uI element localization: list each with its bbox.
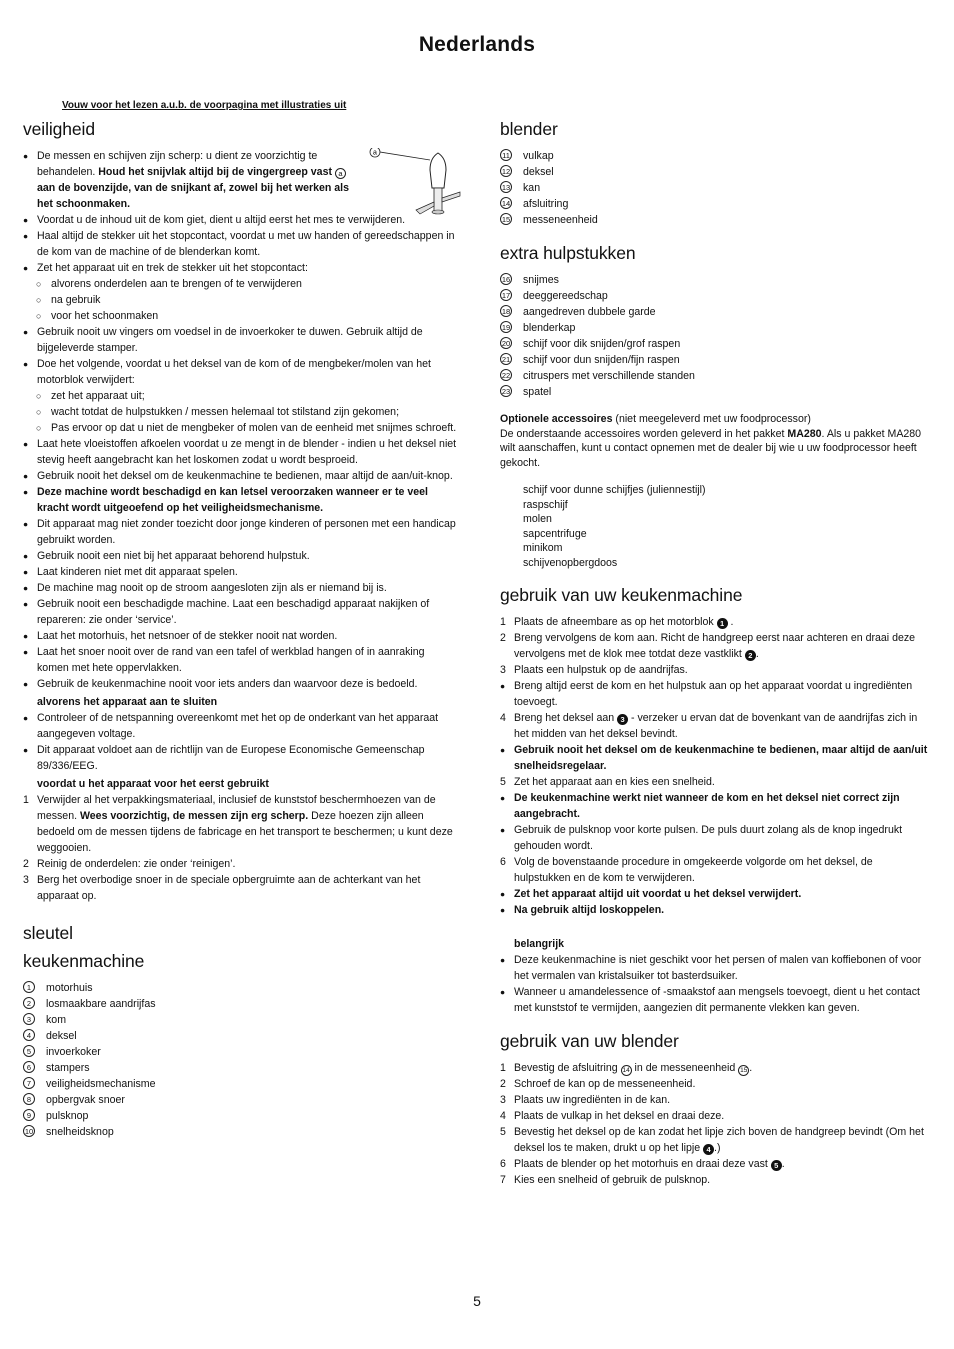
ref-5-icon: 5 [771, 1160, 782, 1171]
optional-item: schijvenopbergdoos [523, 556, 618, 569]
list-item: ● Na gebruik altijd loskoppelen. [500, 902, 932, 918]
sub-item: ○ voor het schoonmaken [23, 308, 457, 324]
number-circle-icon: 15 [501, 215, 511, 224]
legend-item: 11 vulkap [500, 148, 932, 164]
number-circle-icon: 16 [501, 275, 511, 284]
legend-item: 13 kan [501, 182, 541, 194]
number-circle-icon: 14 [501, 199, 511, 208]
number-circle-icon: 17 [501, 291, 511, 300]
legend-item: 18 aangedreven dubbele garde [501, 306, 656, 318]
legend-item: 2 losmaakbare aandrijfas [23, 996, 457, 1012]
list-item: ● Voordat u de inhoud uit de kom giet, dient u altijd eerst het mes te verwijderen. [23, 212, 457, 228]
legend-item: 23 spatel [501, 386, 552, 398]
list-item: 5 Bevestig het deksel op de kan zodat het lipje zich boven de handgreep bevindt (Om het deksel los te maken, drukt u op het lipje 4 .) [500, 1126, 924, 1154]
optional-list [500, 483, 932, 570]
list-item: 4 Breng het deksel aan 3 - verzeker u ervan dat de bovenkant van de aandrijfas zich in het midden van het deksel bevindt. [500, 712, 918, 740]
machine-heading: keukenmachine [23, 951, 145, 971]
list-item: ● Controleer of de netspanning overeenkomt met het op de onderkant van het apparaat aangegeven voltage. [23, 710, 457, 742]
legend-item: 21 schijf voor dun snijden/fijn raspen [501, 354, 680, 366]
number-circle-icon: 8 [23, 1093, 35, 1105]
blade-illustration [368, 148, 463, 218]
list-item: 1 Plaats de afneembare as op het motorblok 1 . [500, 616, 734, 628]
legend-item: 4 deksel [23, 1028, 457, 1044]
list-item: 2 Schroef de kan op de messeneenheid. [500, 1078, 696, 1090]
fold-out-notice: Vouw voor het lezen a.u.b. de voorpagina met illustraties uit [62, 100, 347, 111]
list-item: 4 Plaats de vulkap in het deksel en draai deze. [500, 1110, 725, 1122]
list-item: ● Laat het motorhuis, het netsnoer of de stekker nooit nat worden. [23, 628, 457, 644]
ref-3-icon: 3 [617, 714, 628, 725]
important-heading: belangrijk [514, 938, 565, 950]
ref-2-icon: 2 [745, 650, 756, 661]
list-item: ● Deze machine wordt beschadigd en kan letsel veroorzaken wanneer er te veel kracht wordt uitgeoefend op het veiligheidsmechanisme. [23, 484, 457, 516]
legend-item: 5 invoerkoker [23, 1044, 457, 1060]
list-item: ● De machine mag nooit op de stroom aangesloten zijn als er niemand bij is. [23, 580, 457, 596]
number-circle-icon: 1 [23, 981, 35, 993]
list-item: ● Gebruik de keukenmachine nooit voor iets anders dan waarvoor deze is bedoeld. [23, 676, 457, 692]
ref-1-icon: 1 [717, 618, 728, 629]
sub-item: ○ wacht totdat de hulpstukken / messen helemaal tot stilstand zijn gekomen; [23, 404, 457, 420]
number-circle-icon: 9 [23, 1109, 35, 1121]
ref-4-icon: 4 [703, 1144, 714, 1155]
legend-item: 7 veiligheidsmechanisme [23, 1076, 457, 1092]
list-item: ● Gebruik nooit een beschadigde machine. Laat een beschadigd apparaat nakijken of repareren: zie onder ‘service’. [23, 596, 457, 628]
list-item: ● Gebruik nooit uw vingers om voedsel in de invoerkoker te duwen. Gebruik altijd de bijgeleverde stamper. [23, 324, 457, 356]
legend-item: 8 opbergvak snoer [23, 1092, 457, 1108]
sub-item: ○ zet het apparaat uit; [23, 388, 457, 404]
list-item: ● Deze keukenmachine is niet geschikt voor het persen of malen van koffiebonen of voor het vermalen van kristalsuiker tot basterdsuiker. [500, 952, 932, 984]
legend-item: 6 stampers [23, 1060, 457, 1076]
list-item: 7 Kies een snelheid of gebruik de pulsknop. [500, 1174, 711, 1186]
number-circle-icon: 22 [501, 371, 511, 380]
legend-item: 19 blenderkap [501, 322, 576, 334]
usage-heading: gebruik van uw keukenmachine [500, 585, 743, 605]
list-item: ● De messen en schijven zijn scherp: u dient ze voorzichtig te behandelen. Houd het snijvlak altijd bij de vingergreep vast a aan de bovenzijde, van de snijkant af, zowel bij het werken als het schoonmaken. [23, 148, 355, 212]
optional-item: sapcentrifuge [523, 527, 587, 540]
number-circle-icon: 4 [23, 1029, 35, 1041]
list-item: ● Breng altijd eerst de kom en het hulpstuk aan op het apparaat voordat u ingrediënten toevoegt. [500, 678, 932, 710]
blender-usage-steps [500, 1060, 932, 1188]
legend-item: 15 messeneenheid [501, 214, 598, 226]
list-item: 3 Plaats een hulpstuk op de aandrijfas. [500, 664, 688, 676]
list-item: 5 Zet het apparaat aan en kies een snelheid. [500, 776, 715, 788]
subheading-first-use: voordat u het apparaat voor het eerst gebruikt [37, 778, 269, 790]
legend-item: 17 deeggereedschap [501, 290, 608, 302]
legend-item: 16 snijmes [501, 274, 559, 286]
number-circle-icon: 2 [23, 997, 35, 1009]
list-item: 2 Breng vervolgens de kom aan. Richt de handgreep eerst naar achteren en draai deze vervolgens met de klok mee totdat deze vastklikt 2 . [500, 632, 916, 660]
list-item: ● Laat kinderen niet met dit apparaat spelen. [23, 564, 457, 580]
number-circle-icon: 20 [501, 339, 511, 348]
blender-usage-heading: gebruik van uw blender [500, 1031, 679, 1051]
list-item: 6 Plaats de blender op het motorhuis en draai deze vast 5 . [500, 1158, 785, 1170]
right-column [500, 118, 932, 1188]
ref-14-icon: 14 [622, 1067, 630, 1074]
optional-item: molen [523, 513, 552, 525]
number-circle-icon: 18 [501, 307, 511, 316]
list-item: ● Laat hete vloeistoffen afkoelen voordat u ze mengt in de blender - indien u het deksel niet stevig heeft aangebracht kan het loskomen zodat u wordt besproeid. [23, 436, 457, 468]
list-item: ● Zet het apparaat uit en trek de stekker uit het stopcontact: [23, 260, 457, 276]
page-title: Nederlands [418, 33, 536, 56]
important-list [500, 952, 932, 1016]
blender-heading: blender [500, 119, 558, 139]
sub-item: ○ alvorens onderdelen aan te brengen of te verwijderen [23, 276, 457, 292]
extra-heading: extra hulpstukken [500, 243, 636, 263]
number-circle-icon: 5 [23, 1045, 35, 1057]
list-item: ● Haal altijd de stekker uit het stopcontact, voordat u met uw handen of gereedschappen in de kom van de machine of de blenderkan komt. [23, 228, 457, 260]
list-item: ● Dit apparaat mag niet zonder toezicht door jonge kinderen of personen met een handicap gebruikt worden. [23, 516, 457, 548]
number-circle-icon: 10 [24, 1127, 34, 1136]
list-item: 2 Reinig de onderdelen: zie onder ‘reinigen’. [23, 858, 236, 870]
illustration-label: a [373, 149, 377, 157]
legend-item: 14 afsluitring [501, 198, 569, 210]
list-item: ● Gebruik nooit het deksel om de keukenmachine te bedienen, maar altijd de aan/uit-knop. [23, 468, 457, 484]
list-item: 1 Bevestig de afsluitring 14 in de messeneenheid 15 . [500, 1062, 753, 1074]
subheading-before-connect: alvorens het apparaat aan te sluiten [37, 696, 218, 708]
safety-list [23, 148, 457, 692]
number-circle-icon: 6 [23, 1061, 35, 1073]
number-circle-icon: 23 [501, 387, 511, 396]
number-circle-icon: 11 [500, 149, 512, 161]
left-column [23, 118, 457, 1140]
legend-item: 12 deksel [501, 166, 554, 178]
list-item: 3 Plaats uw ingrediënten in de kan. [500, 1094, 671, 1106]
list-item: ● Gebruik de pulsknop voor korte pulsen. De puls duurt zolang als de knop ingedrukt gehouden wordt. [500, 822, 932, 854]
number-circle-icon: 21 [501, 355, 511, 364]
optional-item: schijf voor dunne schijfjes (juliennestijl) [523, 484, 706, 496]
page-number: 5 [473, 1293, 481, 1309]
optional-item: minikom [523, 542, 563, 554]
list-item: ● Gebruik nooit het deksel om de keukenmachine te bedienen, maar altijd de aan/uit snelheidsregelaar. [500, 742, 932, 774]
ref-a-icon: a [335, 168, 346, 179]
list-item: ● Doe het volgende, voordat u het deksel van de kom of de mengbeker/molen van het motorblok verwijdert: [23, 356, 457, 388]
legend-item: 3 kom [23, 1012, 457, 1028]
legend-item: 10 snelheidsknop [24, 1126, 114, 1138]
machine-legend [23, 980, 457, 1140]
extra-legend [500, 272, 932, 400]
legend-item: 22 citruspers met verschillende standen [501, 370, 695, 382]
first-use-steps [23, 792, 457, 904]
number-circle-icon: 19 [501, 323, 511, 332]
ref-15-icon: 15 [740, 1067, 748, 1074]
sub-item: ○ na gebruik [23, 292, 457, 308]
list-item: ● Zet het apparaat altijd uit voordat u het deksel verwijdert. [500, 886, 932, 902]
list-item: ● Gebruik nooit een niet bij het apparaat behorend hulpstuk. [23, 548, 457, 564]
connect-list [23, 710, 457, 774]
legend-item: 9 pulsknop [23, 1108, 457, 1124]
usage-steps [500, 614, 932, 918]
list-item: ● Wanneer u amandelessence of -smaakstof aan mengsels toevoegt, dient u het contact met kunststof te vermijden, aangezien dit permanente vlekken kan geven. [500, 984, 932, 1016]
number-circle-icon: 3 [23, 1013, 35, 1025]
list-item: ● De keukenmachine werkt niet wanneer de kom en het deksel niet correct zijn aangebracht. [500, 790, 932, 822]
list-item: ● Laat het snoer nooit over de rand van een tafel of werkblad hangen of in aanraking komen met hete oppervlakken. [23, 644, 457, 676]
legend-item: 1 motorhuis [23, 980, 457, 996]
optional-accessories: Optionele accessoires (niet meegeleverd met uw foodprocessor) De onderstaande accessoires worden geleverd in het pakket MA280. Als u pakket MA280 wilt aanschaffen, kunt u contact opnemen met de dealer bij wie u uw foodprocessor heeft gekocht. [500, 413, 922, 469]
list-item: 3 Berg het overbodige snoer in de speciale opbergruimte aan de achterkant van het apparaat op. [23, 874, 421, 902]
optional-item: raspschijf [523, 498, 568, 511]
list-item: ● Dit apparaat voldoet aan de richtlijn van de Europese Economische Gemeenschap 89/336/EEG. [23, 742, 457, 774]
safety-heading: veiligheid [23, 119, 95, 139]
number-circle-icon: 7 [23, 1077, 35, 1089]
key-heading: sleutel [23, 923, 73, 943]
legend-item: 20 schijf voor dik snijden/grof raspen [501, 338, 681, 350]
number-circle-icon: 12 [501, 167, 511, 176]
number-circle-icon: 13 [501, 183, 511, 192]
list-item: 6 Volg de bovenstaande procedure in omgekeerde volgorde om het deksel, de hulpstukken en de kom te verwijderen. [500, 856, 873, 884]
list-item: 1 Verwijder al het verpakkingsmateriaal, inclusief de kunststof beschermhoezen van de messen. Wees voorzichtig, de messen zijn erg scherp. Deze hoezen zijn alleen bedoeld om de messen tijdens de fabricage en het transport te beschermen; u kunt deze weggooien. [23, 794, 453, 854]
sub-item: ○ Pas ervoor op dat u niet de mengbeker of molen van de eenheid met snijmes schroeft. [23, 420, 457, 436]
blender-legend [500, 148, 932, 228]
